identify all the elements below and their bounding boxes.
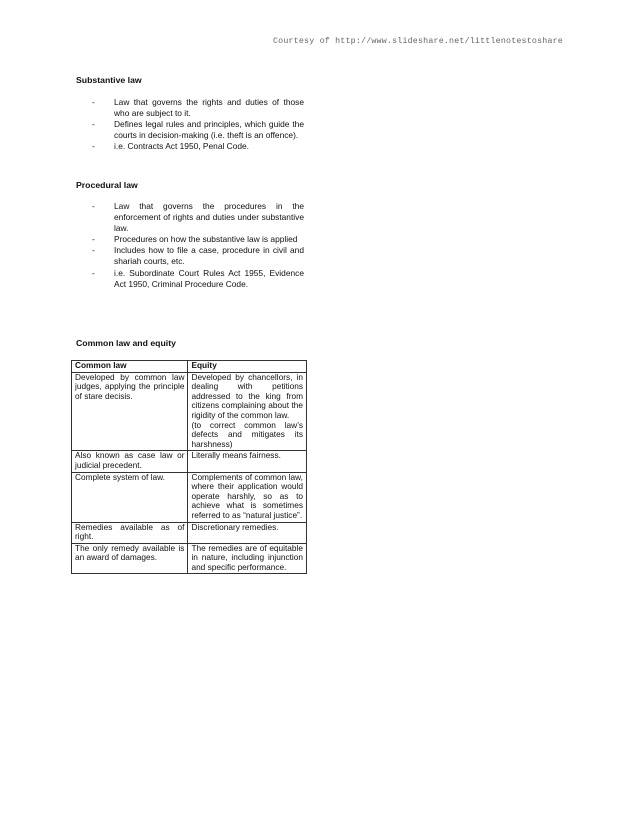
cell-text: Developed by chancellors, in dealing with petitions addressed to the king from citizens complaining about the rigidity of the common law. <box>191 371 303 420</box>
substantive-law-heading: Substantive law <box>76 75 142 85</box>
table-row <box>72 472 307 522</box>
dash-bullet: - <box>92 201 95 211</box>
substantive-law-list <box>76 97 304 152</box>
dash-bullet: - <box>92 97 95 107</box>
table-cell: Also known as case law or judicial precedent. <box>72 451 188 472</box>
common-law-equity-heading: Common law and equity <box>76 338 176 348</box>
procedural-law-heading: Procedural law <box>76 180 138 190</box>
table-cell: Complements of common law, where their application would operate harshly, so as to achieve what is sometimes referred to as “natural justice”. <box>188 472 307 522</box>
list-item <box>76 119 304 141</box>
table-cell: Developed by common law judges, applying the principle of stare decisis. <box>72 372 188 451</box>
cell-note: (to correct common law’s defects and mitigates its harshness) <box>191 419 303 449</box>
table-cell: Literally means fairness. <box>188 451 307 472</box>
comparison-table <box>71 360 307 574</box>
table-row <box>72 543 307 574</box>
table-cell <box>188 372 307 451</box>
dash-bullet: - <box>92 234 95 245</box>
table-row <box>72 372 307 451</box>
dash-bullet: - <box>92 267 95 278</box>
list-item-text: Defines legal rules and principles, which guide the courts in decision-making (i.e. theft is an offence). <box>114 119 304 141</box>
table-cell: The only remedy available is an award of damages. <box>72 543 188 574</box>
list-item <box>76 268 304 290</box>
table-header-row <box>72 361 307 373</box>
list-item-text: i.e. Contracts Act 1950, Penal Code. <box>114 141 250 152</box>
list-item-text: Law that governs the rights and duties of those who are subject to it. <box>114 97 304 119</box>
dash-bullet: - <box>92 245 95 256</box>
list-item <box>76 201 304 234</box>
table-row <box>72 451 307 472</box>
list-item-text: Includes how to file a case, procedure in civil and shariah courts, etc. <box>114 245 304 267</box>
table-row <box>72 522 307 543</box>
list-item <box>76 97 304 119</box>
list-item-text: i.e. Subordinate Court Rules Act 1955, Evidence Act 1950, Criminal Procedure Code. <box>114 267 304 289</box>
list-item <box>76 141 304 152</box>
table-cell: Complete system of law. <box>72 472 188 522</box>
dash-bullet: - <box>92 141 95 152</box>
table-cell: Discretionary remedies. <box>188 522 307 543</box>
dash-bullet: - <box>92 119 95 130</box>
column-header-common-law: Common law <box>72 361 188 373</box>
table-cell: Remedies available as of right. <box>72 522 188 543</box>
procedural-law-list <box>76 201 304 290</box>
list-item-text: Procedures on how the substantive law is applied <box>114 234 298 245</box>
column-header-equity: Equity <box>188 361 307 373</box>
list-item <box>76 245 304 267</box>
courtesy-note: Courtesy of http://www.slideshare.net/littlenotestoshare <box>272 37 563 46</box>
list-item-text: Law that governs the procedures in the enforcement of rights and duties under substantive law. <box>114 201 304 234</box>
table-cell: The remedies are of equitable in nature, including injunction and specific performance. <box>188 543 307 574</box>
list-item <box>76 234 304 245</box>
